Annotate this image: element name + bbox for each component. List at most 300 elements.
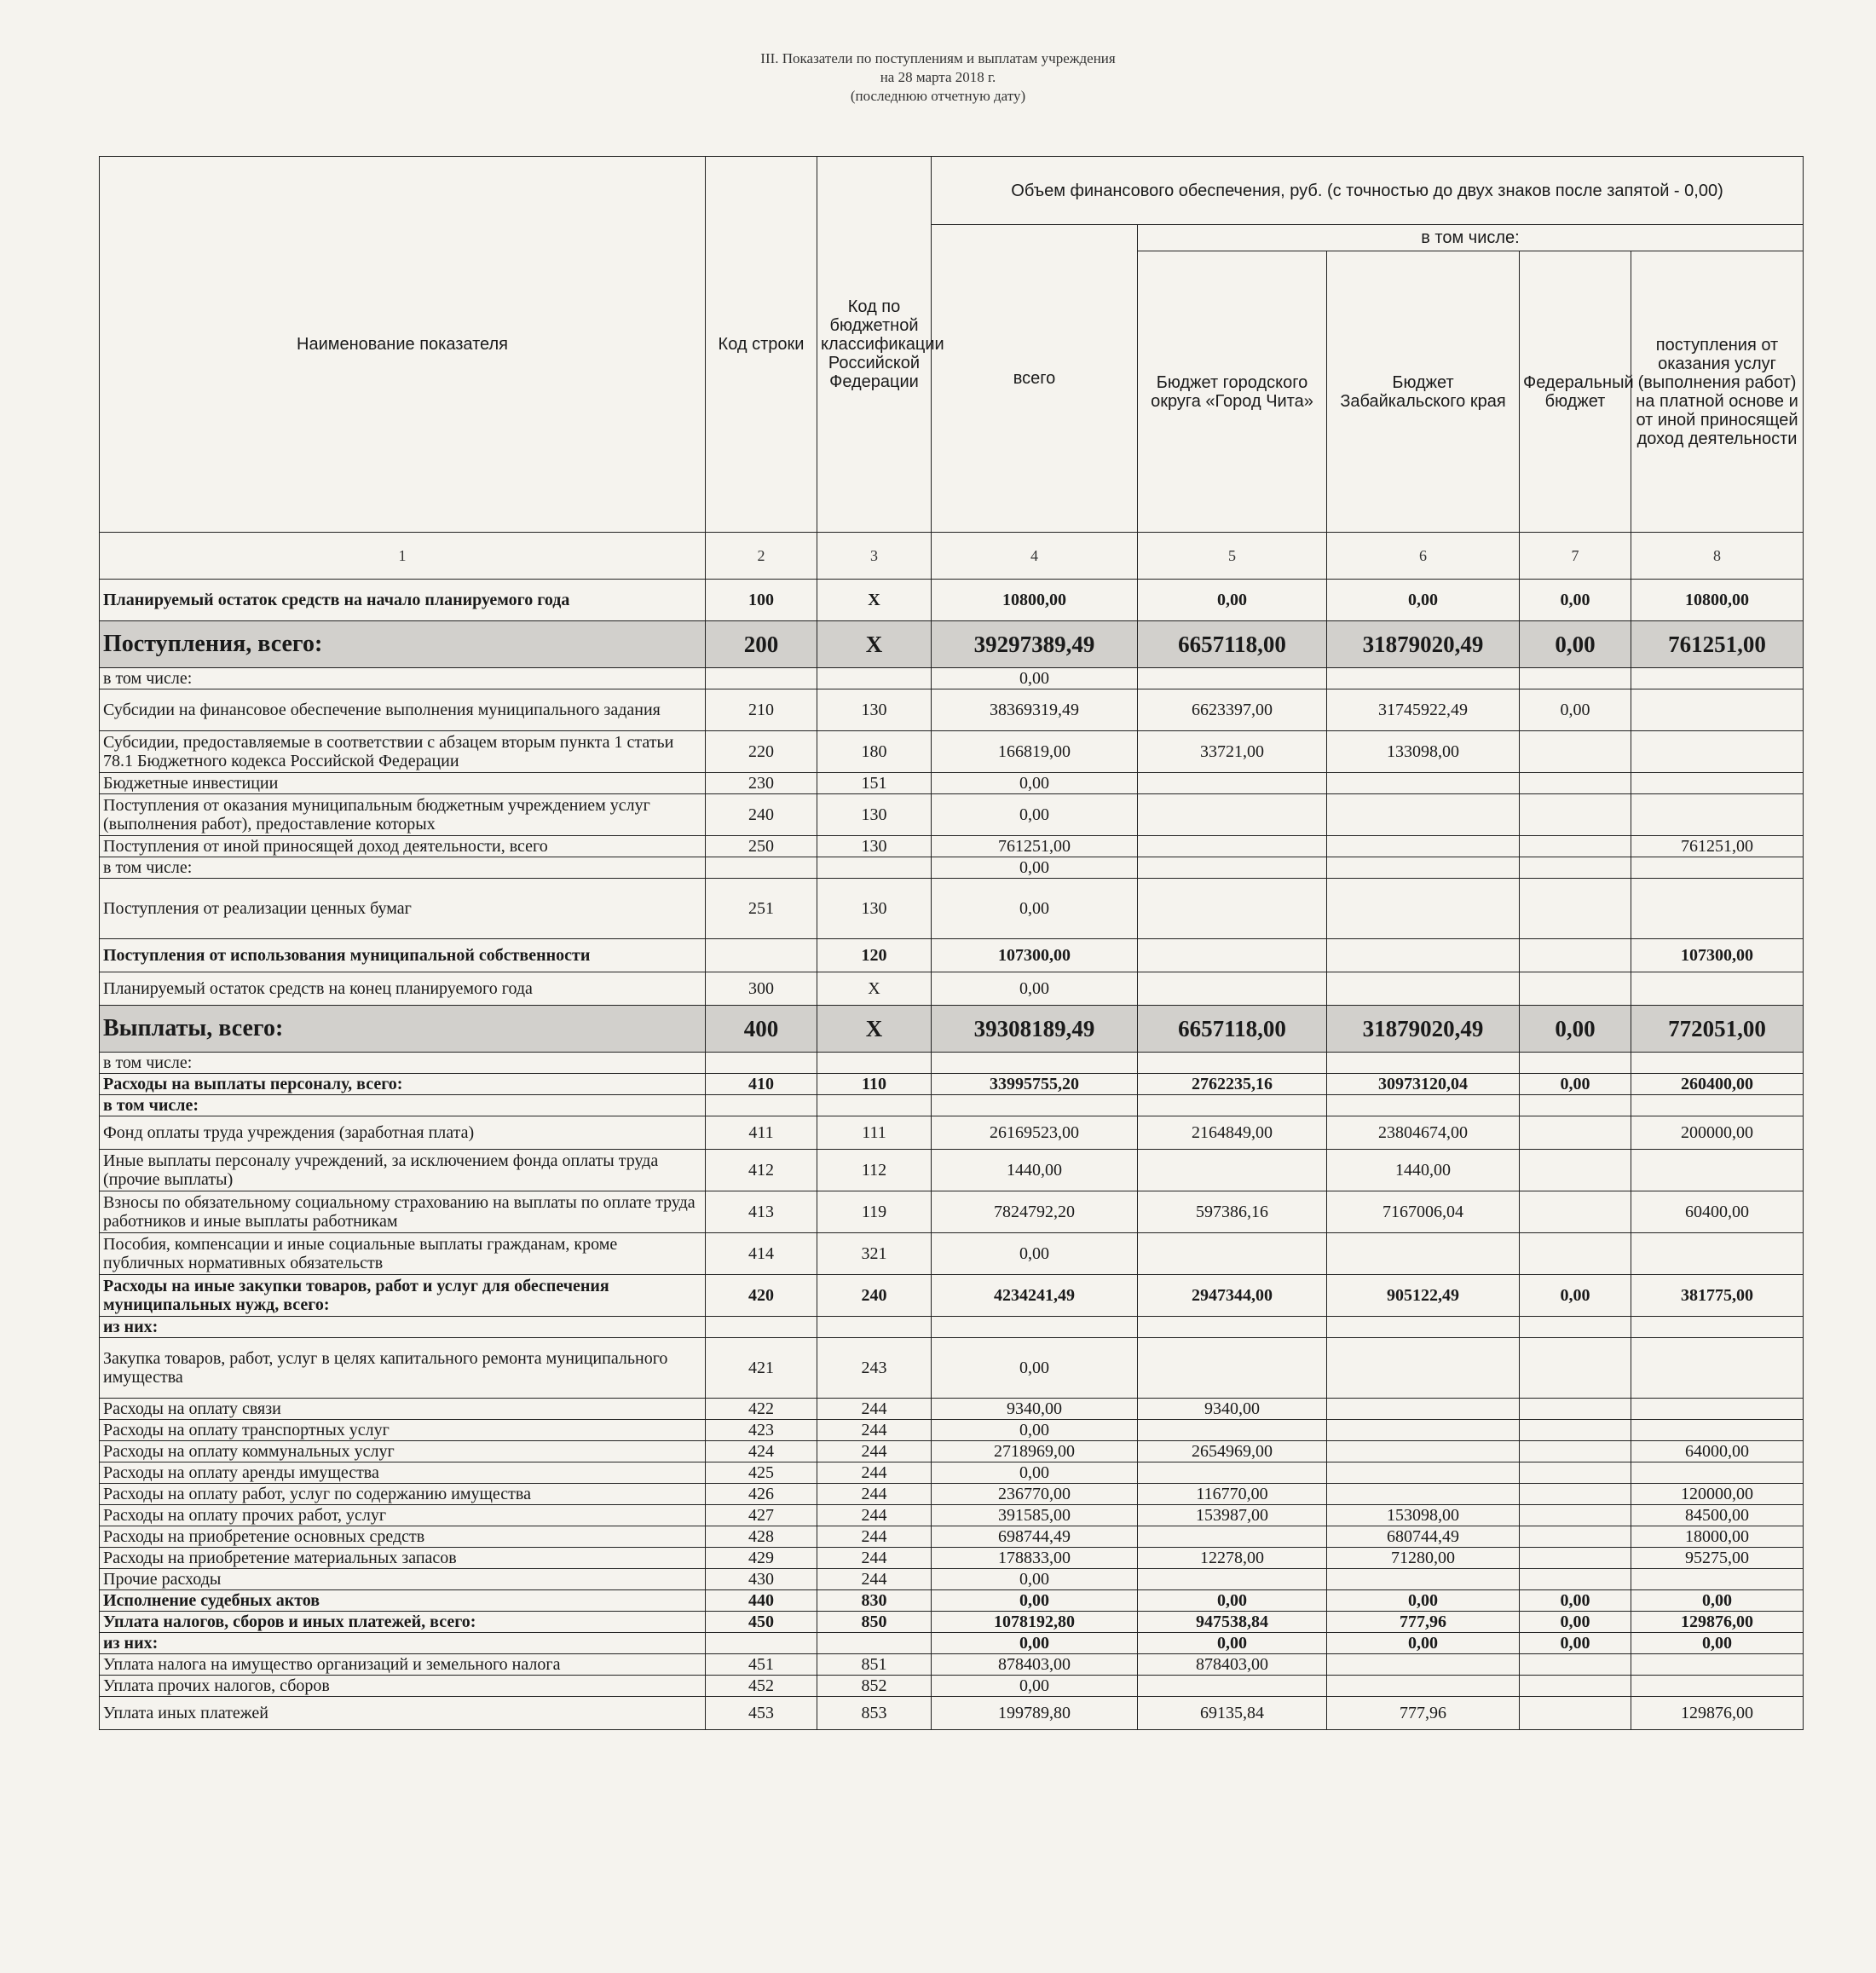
row-paid <box>1631 668 1804 689</box>
row-federal <box>1520 1526 1631 1548</box>
header-volume: Объем финансового обеспечения, руб. (с точностью до двух знаков после запятой - 0,00) <box>932 157 1804 225</box>
row-kbk: 240 <box>817 1275 932 1317</box>
row-region <box>1327 1676 1520 1697</box>
row-paid <box>1631 731 1804 773</box>
row-paid: 200000,00 <box>1631 1116 1804 1150</box>
row-federal <box>1520 1569 1631 1590</box>
row-total: 0,00 <box>932 857 1138 879</box>
row-kbk: 243 <box>817 1338 932 1399</box>
row-code: 452 <box>706 1676 817 1697</box>
row-region <box>1327 1569 1520 1590</box>
row-total: 0,00 <box>932 1633 1138 1654</box>
column-number: 3 <box>817 533 932 580</box>
row-federal <box>1520 857 1631 879</box>
table-row <box>100 1462 1804 1484</box>
column-number: 7 <box>1520 533 1631 580</box>
row-total: 0,00 <box>932 1676 1138 1697</box>
row-name: Исполнение судебных актов <box>100 1590 706 1612</box>
row-city <box>1138 1053 1327 1074</box>
row-code: 410 <box>706 1074 817 1095</box>
table-row <box>100 1233 1804 1275</box>
row-federal <box>1520 1654 1631 1676</box>
row-federal <box>1520 1420 1631 1441</box>
row-region: 23804674,00 <box>1327 1116 1520 1150</box>
row-paid <box>1631 1317 1804 1338</box>
row-paid: 120000,00 <box>1631 1484 1804 1505</box>
row-paid <box>1631 972 1804 1006</box>
row-city: 0,00 <box>1138 1590 1327 1612</box>
row-federal <box>1520 1116 1631 1150</box>
row-total: 39308189,49 <box>932 1006 1138 1053</box>
row-paid: 761251,00 <box>1631 621 1804 668</box>
row-name: Расходы на приобретение основных средств <box>100 1526 706 1548</box>
row-paid <box>1631 1399 1804 1420</box>
row-kbk <box>817 1053 932 1074</box>
column-number: 1 <box>100 533 706 580</box>
row-city: 2164849,00 <box>1138 1116 1327 1150</box>
row-paid <box>1631 1676 1804 1697</box>
row-kbk: Х <box>817 1006 932 1053</box>
row-city: 597386,16 <box>1138 1191 1327 1233</box>
row-city <box>1138 1420 1327 1441</box>
table-row <box>100 1697 1804 1730</box>
row-total: 761251,00 <box>932 836 1138 857</box>
row-city <box>1138 1526 1327 1548</box>
row-kbk: 130 <box>817 836 932 857</box>
row-code: 429 <box>706 1548 817 1569</box>
row-code <box>706 1053 817 1074</box>
row-name: Поступления от оказания муниципальным бюджетным учреждением услуг (выполнения работ), предоставление которых <box>100 794 706 836</box>
row-kbk: Х <box>817 972 932 1006</box>
row-name: Планируемый остаток средств на начало планируемого года <box>100 580 706 621</box>
row-city <box>1138 972 1327 1006</box>
row-city <box>1138 668 1327 689</box>
table-body <box>100 580 1804 1730</box>
column-number: 6 <box>1327 533 1520 580</box>
row-kbk <box>817 1095 932 1116</box>
row-region <box>1327 1654 1520 1676</box>
row-kbk: 120 <box>817 939 932 972</box>
row-paid <box>1631 689 1804 731</box>
row-code: 210 <box>706 689 817 731</box>
row-federal <box>1520 731 1631 773</box>
row-city: 33721,00 <box>1138 731 1327 773</box>
table-row <box>100 731 1804 773</box>
row-name: Расходы на оплату прочих работ, услуг <box>100 1505 706 1526</box>
row-paid <box>1631 1095 1804 1116</box>
row-region <box>1327 1317 1520 1338</box>
row-kbk: Х <box>817 580 932 621</box>
table-row <box>100 1420 1804 1441</box>
header-name: Наименование показателя <box>100 157 706 533</box>
row-kbk: 244 <box>817 1569 932 1590</box>
row-region: 1440,00 <box>1327 1150 1520 1191</box>
row-region <box>1327 1338 1520 1399</box>
table-row <box>100 1074 1804 1095</box>
row-total: 38369319,49 <box>932 689 1138 731</box>
row-name: Субсидии, предоставляемые в соответствии с абзацем вторым пункта 1 статьи 78.1 Бюджетного кодекса Российской Федерации <box>100 731 706 773</box>
row-federal: 0,00 <box>1520 1612 1631 1633</box>
row-name: в том числе: <box>100 1053 706 1074</box>
row-federal <box>1520 1150 1631 1191</box>
row-name: Фонд оплаты труда учреждения (заработная плата) <box>100 1116 706 1150</box>
row-name: Поступления от использования муниципальной собственности <box>100 939 706 972</box>
row-kbk: 321 <box>817 1233 932 1275</box>
row-region <box>1327 668 1520 689</box>
row-federal <box>1520 1191 1631 1233</box>
row-paid: 772051,00 <box>1631 1006 1804 1053</box>
row-federal: 0,00 <box>1520 1006 1631 1053</box>
row-city: 2654969,00 <box>1138 1441 1327 1462</box>
row-city: 69135,84 <box>1138 1697 1327 1730</box>
row-region <box>1327 794 1520 836</box>
row-federal <box>1520 1441 1631 1462</box>
row-code: 240 <box>706 794 817 836</box>
row-paid: 761251,00 <box>1631 836 1804 857</box>
row-federal: 0,00 <box>1520 621 1631 668</box>
indicators-table <box>99 156 1804 1730</box>
row-code: 424 <box>706 1441 817 1462</box>
row-kbk: 851 <box>817 1654 932 1676</box>
row-code: 427 <box>706 1505 817 1526</box>
row-total: 698744,49 <box>932 1526 1138 1548</box>
table-row <box>100 1191 1804 1233</box>
row-total <box>932 1053 1138 1074</box>
row-city <box>1138 1233 1327 1275</box>
row-city: 153987,00 <box>1138 1505 1327 1526</box>
row-kbk: 244 <box>817 1484 932 1505</box>
row-name: в том числе: <box>100 1095 706 1116</box>
row-kbk: 244 <box>817 1526 932 1548</box>
row-region <box>1327 1053 1520 1074</box>
row-name: из них: <box>100 1633 706 1654</box>
table-row <box>100 879 1804 939</box>
row-kbk: 111 <box>817 1116 932 1150</box>
row-name: Прочие расходы <box>100 1569 706 1590</box>
row-name: Расходы на оплату связи <box>100 1399 706 1420</box>
row-name: Иные выплаты персоналу учреждений, за исключением фонда оплаты труда (прочие выплаты) <box>100 1150 706 1191</box>
column-numbers-row <box>100 533 1804 580</box>
row-city: 9340,00 <box>1138 1399 1327 1420</box>
row-kbk: 119 <box>817 1191 932 1233</box>
row-code: 414 <box>706 1233 817 1275</box>
row-city <box>1138 879 1327 939</box>
row-kbk: 112 <box>817 1150 932 1191</box>
row-city: 2947344,00 <box>1138 1275 1327 1317</box>
table-row <box>100 1676 1804 1697</box>
row-paid: 95275,00 <box>1631 1548 1804 1569</box>
row-city <box>1138 1338 1327 1399</box>
row-kbk: 244 <box>817 1420 932 1441</box>
row-kbk: 244 <box>817 1462 932 1484</box>
row-total: 26169523,00 <box>932 1116 1138 1150</box>
row-code: 200 <box>706 621 817 668</box>
row-city: 6623397,00 <box>1138 689 1327 731</box>
row-city <box>1138 836 1327 857</box>
row-kbk: 244 <box>817 1441 932 1462</box>
row-city: 2762235,16 <box>1138 1074 1327 1095</box>
row-city <box>1138 857 1327 879</box>
table-row <box>100 1569 1804 1590</box>
row-federal: 0,00 <box>1520 580 1631 621</box>
row-name: Поступления, всего: <box>100 621 706 668</box>
row-city <box>1138 1317 1327 1338</box>
row-name: Расходы на оплату работ, услуг по содержанию имущества <box>100 1484 706 1505</box>
row-paid <box>1631 1420 1804 1441</box>
row-total: 0,00 <box>932 1338 1138 1399</box>
row-name: Планируемый остаток средств на конец планируемого года <box>100 972 706 1006</box>
row-federal <box>1520 1095 1631 1116</box>
row-total: 7824792,20 <box>932 1191 1138 1233</box>
row-code: 220 <box>706 731 817 773</box>
row-kbk: 180 <box>817 731 932 773</box>
row-name: Поступления от иной приносящей доход деятельности, всего <box>100 836 706 857</box>
row-total: 39297389,49 <box>932 621 1138 668</box>
row-paid <box>1631 1233 1804 1275</box>
row-total: 236770,00 <box>932 1484 1138 1505</box>
row-paid <box>1631 773 1804 794</box>
row-city: 6657118,00 <box>1138 1006 1327 1053</box>
row-kbk: 830 <box>817 1590 932 1612</box>
row-federal <box>1520 1399 1631 1420</box>
row-kbk: 244 <box>817 1505 932 1526</box>
row-name: Расходы на выплаты персоналу, всего: <box>100 1074 706 1095</box>
row-region <box>1327 1484 1520 1505</box>
row-code: 251 <box>706 879 817 939</box>
row-federal <box>1520 836 1631 857</box>
row-code <box>706 668 817 689</box>
row-total: 0,00 <box>932 1590 1138 1612</box>
row-federal <box>1520 1505 1631 1526</box>
header-region: Бюджет Забайкальского края <box>1327 251 1520 533</box>
row-code <box>706 857 817 879</box>
row-total: 33995755,20 <box>932 1074 1138 1095</box>
row-name: Расходы на приобретение материальных запасов <box>100 1548 706 1569</box>
row-federal <box>1520 1676 1631 1697</box>
row-total: 107300,00 <box>932 939 1138 972</box>
row-total: 199789,80 <box>932 1697 1138 1730</box>
row-kbk <box>817 1633 932 1654</box>
table-row <box>100 794 1804 836</box>
table-row <box>100 1275 1804 1317</box>
row-total: 0,00 <box>932 972 1138 1006</box>
row-name: Уплата прочих налогов, сборов <box>100 1676 706 1697</box>
row-name: Закупка товаров, работ, услуг в целях капитального ремонта муниципального имущества <box>100 1338 706 1399</box>
row-code <box>706 939 817 972</box>
row-total: 0,00 <box>932 668 1138 689</box>
table-row <box>100 1317 1804 1338</box>
row-code: 451 <box>706 1654 817 1676</box>
row-code: 426 <box>706 1484 817 1505</box>
row-total: 166819,00 <box>932 731 1138 773</box>
row-total: 2718969,00 <box>932 1441 1138 1462</box>
row-region: 680744,49 <box>1327 1526 1520 1548</box>
heading-title: III. Показатели по поступлениям и выплатам учреждения <box>760 50 1116 66</box>
header-city: Бюджет городского округа «Город Чита» <box>1138 251 1327 533</box>
row-total: 0,00 <box>932 879 1138 939</box>
row-name: Уплата иных платежей <box>100 1697 706 1730</box>
row-code: 420 <box>706 1275 817 1317</box>
row-federal: 0,00 <box>1520 1275 1631 1317</box>
row-name: Бюджетные инвестиции <box>100 773 706 794</box>
row-code: 400 <box>706 1006 817 1053</box>
row-paid: 60400,00 <box>1631 1191 1804 1233</box>
column-number: 8 <box>1631 533 1804 580</box>
row-region: 0,00 <box>1327 1633 1520 1654</box>
row-region <box>1327 1441 1520 1462</box>
row-region <box>1327 939 1520 972</box>
row-paid: 381775,00 <box>1631 1275 1804 1317</box>
row-kbk <box>817 668 932 689</box>
row-name: из них: <box>100 1317 706 1338</box>
row-region <box>1327 857 1520 879</box>
row-paid <box>1631 794 1804 836</box>
row-region: 777,96 <box>1327 1697 1520 1730</box>
table-row <box>100 1150 1804 1191</box>
heading-note: (последнюю отчетную дату) <box>850 88 1026 104</box>
row-code: 100 <box>706 580 817 621</box>
row-kbk: 244 <box>817 1548 932 1569</box>
row-code: 230 <box>706 773 817 794</box>
row-name: Уплата налога на имущество организаций и земельного налога <box>100 1654 706 1676</box>
row-paid <box>1631 1150 1804 1191</box>
row-name: Расходы на оплату аренды имущества <box>100 1462 706 1484</box>
row-city <box>1138 1569 1327 1590</box>
table-row <box>100 1006 1804 1053</box>
row-name: Расходы на оплату коммунальных услуг <box>100 1441 706 1462</box>
row-code: 411 <box>706 1116 817 1150</box>
row-total: 1078192,80 <box>932 1612 1138 1633</box>
row-code: 430 <box>706 1569 817 1590</box>
row-region: 0,00 <box>1327 580 1520 621</box>
row-kbk <box>817 857 932 879</box>
row-paid: 10800,00 <box>1631 580 1804 621</box>
row-code: 425 <box>706 1462 817 1484</box>
row-name: Пособия, компенсации и иные социальные выплаты гражданам, кроме публичных нормативных обязательств <box>100 1233 706 1275</box>
table-row <box>100 580 1804 621</box>
row-total <box>932 1095 1138 1116</box>
row-code <box>706 1095 817 1116</box>
row-city <box>1138 1095 1327 1116</box>
header-total: всего <box>932 225 1138 533</box>
row-region <box>1327 836 1520 857</box>
row-kbk <box>817 1317 932 1338</box>
row-total: 391585,00 <box>932 1505 1138 1526</box>
row-name: Расходы на иные закупки товаров, работ и услуг для обеспечения муниципальных нужд, всего: <box>100 1275 706 1317</box>
row-paid: 260400,00 <box>1631 1074 1804 1095</box>
row-paid: 129876,00 <box>1631 1697 1804 1730</box>
row-region: 31879020,49 <box>1327 1006 1520 1053</box>
table-row <box>100 773 1804 794</box>
row-region <box>1327 1399 1520 1420</box>
row-total <box>932 1317 1138 1338</box>
row-paid: 84500,00 <box>1631 1505 1804 1526</box>
row-total: 4234241,49 <box>932 1275 1138 1317</box>
table-row <box>100 1116 1804 1150</box>
row-city <box>1138 1676 1327 1697</box>
row-kbk: 130 <box>817 794 932 836</box>
header-federal: Федеральный бюджет <box>1520 251 1631 533</box>
row-total: 0,00 <box>932 794 1138 836</box>
row-total: 178833,00 <box>932 1548 1138 1569</box>
table-row <box>100 621 1804 668</box>
row-total: 0,00 <box>932 1569 1138 1590</box>
row-code: 300 <box>706 972 817 1006</box>
row-region: 133098,00 <box>1327 731 1520 773</box>
row-region: 905122,49 <box>1327 1275 1520 1317</box>
row-kbk: 853 <box>817 1697 932 1730</box>
row-name: Поступления от реализации ценных бумаг <box>100 879 706 939</box>
row-name: Выплаты, всего: <box>100 1006 706 1053</box>
row-city <box>1138 1150 1327 1191</box>
row-code: 413 <box>706 1191 817 1233</box>
row-kbk: 110 <box>817 1074 932 1095</box>
row-code: 422 <box>706 1399 817 1420</box>
table-row <box>100 1612 1804 1633</box>
row-paid: 64000,00 <box>1631 1441 1804 1462</box>
row-federal <box>1520 1462 1631 1484</box>
row-federal <box>1520 1317 1631 1338</box>
row-code: 428 <box>706 1526 817 1548</box>
row-region <box>1327 773 1520 794</box>
row-code: 440 <box>706 1590 817 1612</box>
row-city <box>1138 794 1327 836</box>
row-federal <box>1520 668 1631 689</box>
row-code: 421 <box>706 1338 817 1399</box>
row-paid <box>1631 1338 1804 1399</box>
row-region: 7167006,04 <box>1327 1191 1520 1233</box>
row-total: 0,00 <box>932 773 1138 794</box>
header-paid: поступления от оказания услуг (выполнения работ) на платной основе и от иной приносящей доход деятельности <box>1631 251 1804 533</box>
row-total: 0,00 <box>932 1233 1138 1275</box>
row-region: 777,96 <box>1327 1612 1520 1633</box>
section-heading <box>0 49 1876 106</box>
row-kbk: 130 <box>817 879 932 939</box>
row-code: 423 <box>706 1420 817 1441</box>
row-federal <box>1520 939 1631 972</box>
row-region <box>1327 972 1520 1006</box>
table-row <box>100 1441 1804 1462</box>
row-city: 12278,00 <box>1138 1548 1327 1569</box>
row-paid: 107300,00 <box>1631 939 1804 972</box>
row-region: 0,00 <box>1327 1590 1520 1612</box>
row-name: Уплата налогов, сборов и иных платежей, всего: <box>100 1612 706 1633</box>
row-federal <box>1520 1338 1631 1399</box>
table-row <box>100 857 1804 879</box>
row-region: 153098,00 <box>1327 1505 1520 1526</box>
table-row <box>100 1053 1804 1074</box>
row-city: 0,00 <box>1138 1633 1327 1654</box>
table-row <box>100 1526 1804 1548</box>
row-region: 71280,00 <box>1327 1548 1520 1569</box>
row-total: 1440,00 <box>932 1150 1138 1191</box>
row-code: 450 <box>706 1612 817 1633</box>
row-code: 412 <box>706 1150 817 1191</box>
row-federal: 0,00 <box>1520 1074 1631 1095</box>
row-region <box>1327 1462 1520 1484</box>
row-name: Расходы на оплату транспортных услуг <box>100 1420 706 1441</box>
row-city: 116770,00 <box>1138 1484 1327 1505</box>
row-federal <box>1520 794 1631 836</box>
row-federal <box>1520 972 1631 1006</box>
table-row <box>100 1095 1804 1116</box>
row-city: 947538,84 <box>1138 1612 1327 1633</box>
row-paid <box>1631 1569 1804 1590</box>
table-row <box>100 1654 1804 1676</box>
row-region <box>1327 879 1520 939</box>
row-paid <box>1631 1462 1804 1484</box>
row-kbk: 852 <box>817 1676 932 1697</box>
